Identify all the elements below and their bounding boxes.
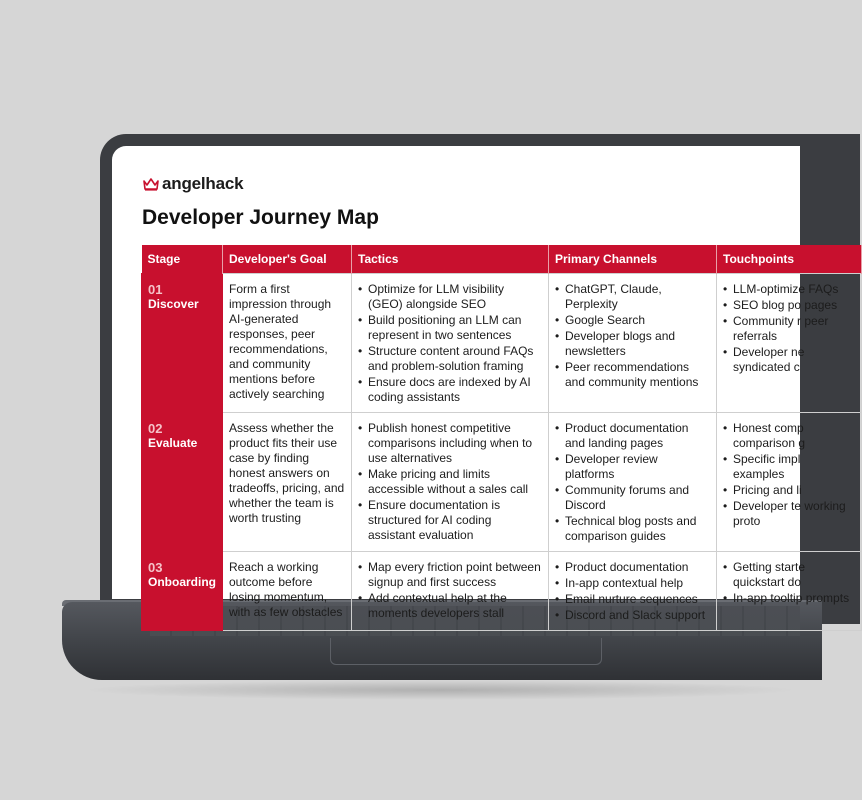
tactics-cell [352,413,549,552]
list-item: • Technical blog posts and comparison guides [555,514,710,544]
list-item: • Product documentation and landing pages [555,421,710,451]
stage-cell [142,274,223,413]
list-item: • Getting starte quickstart do [723,560,855,590]
list-item: • Publish honest competitive comparisons including when to use alternatives [358,421,542,466]
touchpoints-cell [717,413,862,552]
stage-name: Discover [148,297,199,311]
stage-name: Evaluate [148,436,198,450]
list-item: • Map every friction point between signup and first success [358,560,542,590]
list-item: • Pricing and li [723,483,855,498]
table-row [142,413,862,552]
channels-cell [549,413,717,552]
column-header-channels: Primary Channels [549,245,717,274]
goal-cell: Reach a working outcome before losing momentum, with as few obstacles [223,552,352,631]
channels-cell [549,552,717,631]
list-item: • ChatGPT, Claude, Perplexity [555,282,710,312]
goal-cell: Form a first impression through AI-generated responses, peer recommendations, and community mentions before actively searching [223,274,352,413]
column-header-goal: Developer's Goal [223,245,352,274]
laptop-trackpad [330,638,602,665]
tactics-cell [352,552,549,631]
list-item: • Google Search [555,313,710,328]
stage-cell [142,413,223,552]
brand-name: angelhack [162,174,244,193]
list-item: • Developer ne syndicated c [723,345,855,375]
laptop-shadow [80,680,800,700]
column-header-tactics: Tactics [352,245,549,274]
laptop-screen [112,146,850,622]
list-item: • Developer review platforms [555,452,710,482]
list-item: • In-app tooltip prompts [723,591,855,606]
brand-logo [143,174,243,194]
stage-number: 02 [148,421,163,436]
column-header-stage: Stage [142,245,223,274]
goal-cell: Assess whether the product fits their use case by finding honest answers on tradeoffs, pricing, and whether the team is worth trusting [223,413,352,552]
crown-icon [143,177,159,191]
list-item: • Honest comp comparison g [723,421,855,451]
table-row [142,274,862,413]
list-item: • LLM-optimize FAQs [723,282,855,297]
list-item: • Community forums and Discord [555,483,710,513]
list-item: • Developer te working proto [723,499,855,529]
list-item: • Developer blogs and newsletters [555,329,710,359]
list-item: • Add contextual help at the moments developers stall [358,591,542,621]
list-item: • Make pricing and limits accessible without a sales call [358,467,542,497]
journey-table [141,245,862,631]
touchpoints-cell [717,552,862,631]
list-item: • Ensure docs are indexed by AI coding assistants [358,375,542,405]
list-item: • Community r peer referrals [723,314,855,344]
column-header-touchpoints: Touchpoints [717,245,862,274]
stage-number: 01 [148,282,163,297]
list-item: • In-app contextual help [555,576,710,591]
channels-cell [549,274,717,413]
list-item: • Peer recommendations and community mentions [555,360,710,390]
list-item: • Specific impl examples [723,452,855,482]
list-item: • Discord and Slack support [555,608,710,623]
stage-cell [142,552,223,631]
stage-number: 03 [148,560,163,575]
table-row [142,552,862,631]
stage-name: Onboarding [148,575,216,589]
list-item: • Email nurture sequences [555,592,710,607]
list-item: • Optimize for LLM visibility (GEO) alongside SEO [358,282,542,312]
list-item: • SEO blog po pages [723,298,855,313]
list-item: • Structure content around FAQs and problem-solution framing [358,344,542,374]
page-title: Developer Journey Map [142,206,379,229]
list-item: • Product documentation [555,560,710,575]
tactics-cell [352,274,549,413]
table-header-row [142,245,862,274]
touchpoints-cell [717,274,862,413]
list-item: • Ensure documentation is structured for AI coding assistant evaluation [358,498,542,543]
list-item: • Build positioning an LLM can represent in two sentences [358,313,542,343]
